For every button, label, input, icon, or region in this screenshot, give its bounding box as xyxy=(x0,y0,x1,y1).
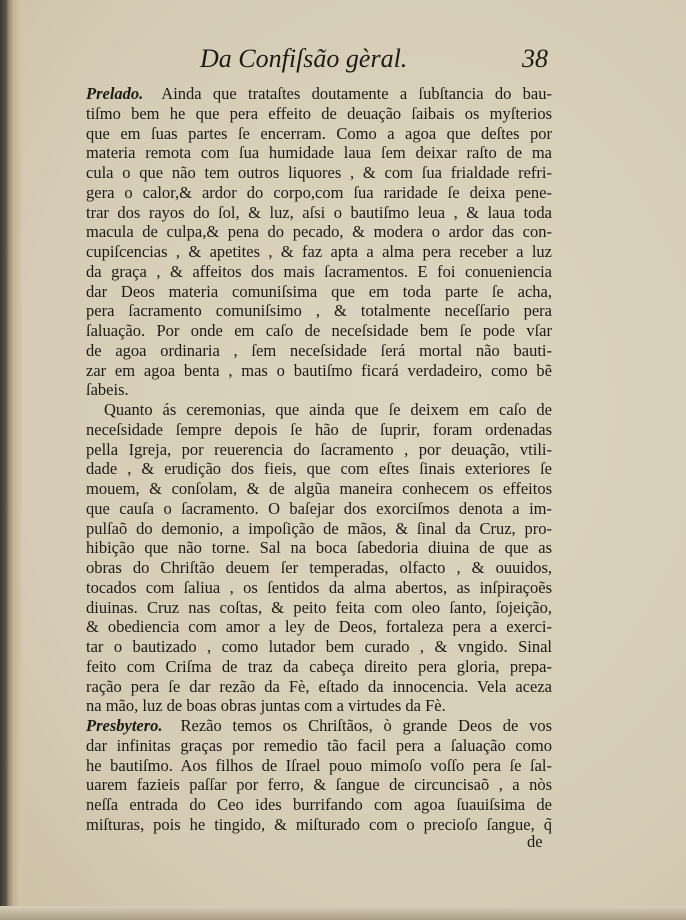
line-text: macula de culpa,& pena do pecado, & modera o ardor das con- xyxy=(86,222,552,242)
catchword: de xyxy=(527,832,543,851)
line-text: que em ſuas partes ſe encerram. Como a agoa que deſtes por xyxy=(86,123,552,143)
line-text: miſturas, pois he tingido, & miſturado com o precioſo ſangue, q̃ xyxy=(86,814,552,834)
text-line xyxy=(86,696,552,716)
text-line xyxy=(86,242,552,262)
line-text: trar dos rayos do ſol, & luz, aſsi o bautiſmo leua , & laua toda xyxy=(86,202,552,222)
line-text: uarem fazieis paſſar por ferro, & ſangue de circuncisaõ , a nòs xyxy=(86,775,552,795)
text-line xyxy=(86,657,552,677)
line-text: gera o calor,& ardor do corpo,com ſua raridade ſe deixa pene- xyxy=(86,182,552,202)
line-text: zar em agoa benta , mas o bautiſmo ficará verdadeiro, como bẽ xyxy=(86,360,552,380)
line-text: da graça , & affeitos dos mais ſacramentos. E foi conueniencia xyxy=(86,261,552,281)
page-bottom-edge xyxy=(0,906,686,920)
text-line xyxy=(86,380,552,400)
speaker-name: Prelado. xyxy=(86,84,144,103)
line-text: dar infinitas graças por remedio tão facil pera a ſaluação como xyxy=(86,735,552,755)
line-text: que cauſa o ſacramento. O baſejar dos exorciſmos denota a im- xyxy=(86,498,552,518)
line-text: Quanto ás ceremonias, que ainda que ſe deixem em caſo de xyxy=(104,400,552,419)
text-line xyxy=(86,84,552,104)
running-title: Da Confiſsão gèral. xyxy=(200,44,408,73)
text-line xyxy=(86,301,552,321)
line-text: tocados com ſaliua , os ſentidos da alma abertos, as inſpiraçoẽs xyxy=(86,577,552,597)
speaker-name: Presbytero. xyxy=(86,716,163,735)
text-line xyxy=(86,440,552,460)
line-text: he bautiſmo. Aos filhos de Iſrael pouo mimoſo voſſo pera ſe ſal- xyxy=(86,755,552,775)
line-text: dade , & erudição dos fieis, que com eſtes ſinais exteriores ſe xyxy=(86,459,552,479)
text-line xyxy=(86,538,552,558)
text-line xyxy=(86,361,552,381)
text-line xyxy=(86,775,552,795)
line-text: Ainda que trataſtes doutamente a ſubſtancia do bau- xyxy=(161,84,552,103)
text-line xyxy=(86,617,552,637)
line-text: & obediencia com amor a ley de Deos, fortaleza pera a exerci- xyxy=(86,617,552,637)
text-line xyxy=(86,163,552,183)
text-line xyxy=(86,578,552,598)
line-text: feito com Criſma de traz da cabeça direito pera gloria, prepa- xyxy=(86,656,552,676)
line-text: hibição que não torne. Sal na boca ſabedoria diuina de que as xyxy=(86,538,552,558)
line-text: pera ſacramento comuniſsimo , & totalmente neceſſario pera xyxy=(86,301,552,321)
text-line xyxy=(86,558,552,578)
line-text: materia remota com ſua humidade laua ſem deixar raſto de ma xyxy=(86,143,552,163)
line-text: cupiſcencias , & apetites , & faz apta a alma pera receber a luz xyxy=(86,242,552,261)
line-text: mouem, & conſolam, & de algũa maneira conhecem os effeitos xyxy=(86,479,552,498)
text-line xyxy=(86,183,552,203)
line-text: diuinas. Cruz nas coſtas, & peito feita com oleo ſanto, ſojeição, xyxy=(86,597,552,617)
line-text: ração pera ſe dar rezão da Fè, eſtado da innocencia. Vela aceza xyxy=(86,676,552,696)
text-line xyxy=(86,815,552,835)
text-line xyxy=(86,716,552,736)
line-text: tiſmo bem he que pera effeito de deuação ſaibais os myſterios xyxy=(86,103,552,123)
text-line xyxy=(86,222,552,242)
text-line xyxy=(86,519,552,539)
text-line xyxy=(86,637,552,657)
line-text: Rezão temos os Chriſtãos, ò grande Deos de vos xyxy=(180,716,552,735)
line-text: cula o que não tem outros liquores , & com ſua frialdade refri- xyxy=(86,163,552,182)
text-line xyxy=(86,420,552,440)
text-line xyxy=(86,677,552,697)
line-text: neſſa entrada do Ceo ides burrifando com agoa ſuauiſsima de xyxy=(86,795,552,814)
line-text: pella Igreja, por reuerencia do ſacramento , por deuação, vtili- xyxy=(86,439,552,459)
text-line xyxy=(86,479,552,499)
text-line xyxy=(86,262,552,282)
text-line xyxy=(86,104,552,124)
line-text: na mão, luz de boas obras juntas com a virtudes da Fè. xyxy=(86,696,446,716)
line-text: tar o bautizado , como lutador bem curado , & vngido. Sinal xyxy=(86,637,552,656)
line-text: neceſsidade ſempre depois ſe hão de ſuprir, foram ordenadas xyxy=(86,419,552,439)
book-gutter xyxy=(0,0,22,920)
line-text: dar Deos materia comuniſsima que em toda parte ſe acha, xyxy=(86,281,552,301)
text-line xyxy=(86,756,552,776)
text-line xyxy=(86,598,552,618)
text-line xyxy=(86,203,552,223)
text-line xyxy=(86,499,552,519)
line-text: pulſaõ do demonio, a impoſição de mãos, & ſinal da Cruz, pro- xyxy=(86,518,552,538)
line-text: ſaluação. Por onde em caſo de neceſsidade bem ſe pode vſar xyxy=(86,321,552,340)
text-line xyxy=(86,795,552,815)
text-line xyxy=(86,321,552,341)
text-line xyxy=(86,736,552,756)
text-line xyxy=(86,124,552,144)
text-line xyxy=(86,400,552,420)
line-text: de agoa ordinaria , ſem neceſsidade ſerá mortal não bauti- xyxy=(86,340,552,360)
body-text xyxy=(86,84,552,835)
line-text: obras do Chriſtão deuem ſer temperadas, olfacto , & ouuidos, xyxy=(86,558,552,577)
text-line xyxy=(86,143,552,163)
text-line xyxy=(86,459,552,479)
page-number: 38 xyxy=(522,44,548,73)
line-text: ſabeis. xyxy=(86,380,129,400)
text-line xyxy=(86,341,552,361)
text-line xyxy=(86,282,552,302)
